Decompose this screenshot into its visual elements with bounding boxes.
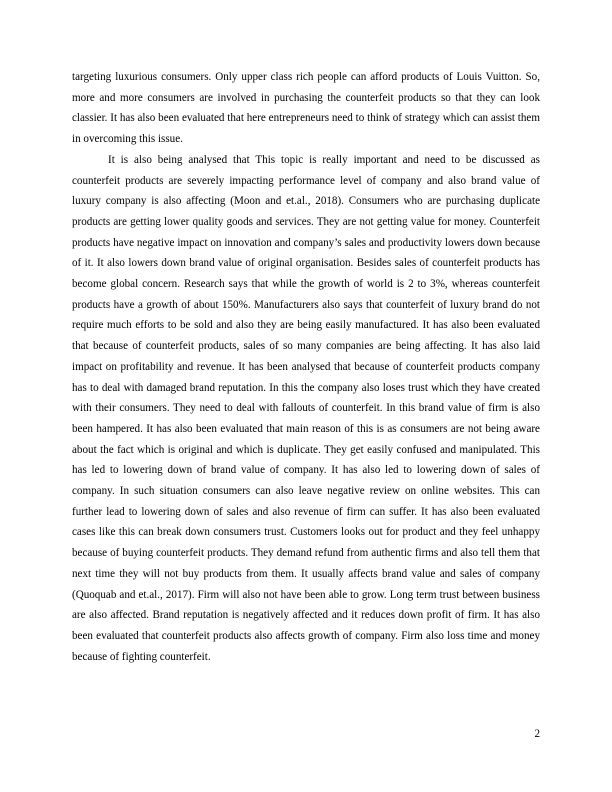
- paragraph-continuation: targeting luxurious consumers. Only upper class rich people can afford products of Louis Vuitton. So, more and more consumers are involved in purchasing the counterfeit products so that they can look classier. It has also been evaluated that here entrepreneurs need to think of strategy which can assist them in overcoming this issue.: [72, 71, 540, 146]
- page-number: 2: [534, 728, 540, 740]
- paragraph-counterfeit-impact: It is also being analysed that This topic is really important and need to be discussed as counterfeit products are severely impacting performance level of company and also brand value of luxury company is also affecting (Moon and et.al., 2018). Consumers who are purchasing duplicate products are getting lower quality goods and services. They are not getting value for money. Counterfeit products have negative impact on innovation and company’s sales and productivity lowers down because of it. It also lowers down brand value of original organisation. Besides sales of counterfeit products has become global concern. Research says that while the growth of world is 2 to 3%, whereas counterfeit products have a growth of about 150%. Manufacturers also says that counterfeit of luxury brand do not require much efforts to be sold and also they are being easily manufactured. It has also been evaluated that because of counterfeit products, sales of so many companies are being affecting. It has also laid impact on profitability and revenue. It has been analysed that because of counterfeit products company has to deal with damaged brand reputation. In this the company also loses trust which they have created with their consumers. They need to deal with fallouts of counterfeit. In this brand value of firm is also been hampered. It has also been evaluated that main reason of this is as consumers are not being aware about the fact which is original and which is duplicate. They get easily confused and manipulated. This has led to lowering down of brand value of company. It has also led to lowering down of sales of company. In such situation consumers can also leave negative review on online websites. This can further lead to lowering down of sales and also revenue of firm can suffer. It has also been evaluated cases like this can break down consumers trust. Customers looks out for product and they feel unhappy because of buying counterfeit products. They demand refund from authentic firms and also tell them that next time they will not buy products from them. It usually affects brand value and sales of company (Quoquab and et.al., 2017). Firm will also not have been able to grow. Long term trust between business are also affected. Brand reputation is negatively affected and it reduces down profit of firm. It has also been evaluated that counterfeit products also affects growth of company. Firm also loss time and money because of fighting counterfeit.: [72, 153, 540, 663]
- body-text: [72, 67, 540, 667]
